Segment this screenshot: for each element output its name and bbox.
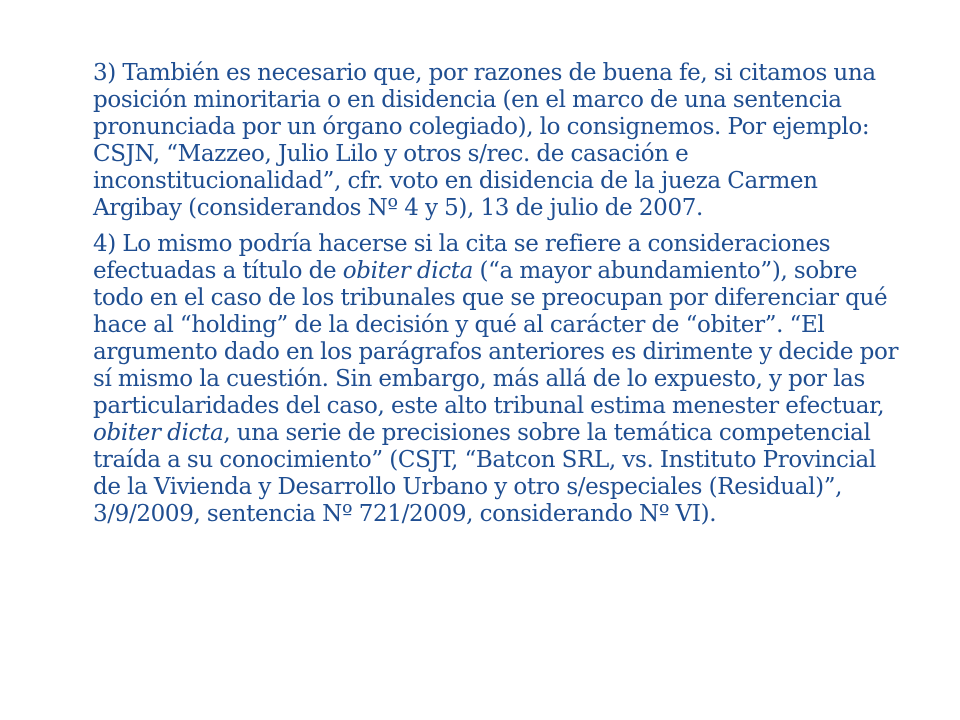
slide-body bbox=[93, 60, 908, 537]
obiter-dicta-term: obiter dicta bbox=[342, 258, 474, 284]
paragraph-3-text: 3) También es necesario que, por razones de buena fe, si citamos una posición minoritaria o en disidencia (en el marco de una sentencia pronunciada por un órgano colegiado), lo consignemos. Por ejemplo: CSJN, “Mazzeo, Julio Lilo y otros s/rec. de casación e inconstitucionalidad”, cfr. voto en disidencia de la jueza Carmen Argibay (considerandos Nº 4 y 5), 13 de julio de 2007. bbox=[93, 60, 876, 221]
paragraph-3 bbox=[93, 60, 908, 222]
paragraph-4-text-part-2: (“a mayor abundamiento”), sobre todo en el caso de los tribunales que se preocupan por diferenciar qué hace al “holding” de la decisión y qué al carácter de “obiter”. “El argumento dado en los parágrafos anteriores es dirimente y decide por sí mismo la cuestión. Sin embargo, más allá de lo expuesto, y por las particularidades del caso, este alto tribunal estima menester efectuar, bbox=[93, 258, 899, 419]
paragraph-4-text-part-1: 4) Lo mismo podría hacerse si la cita se refiere a consideraciones efectuadas a título de bbox=[93, 231, 831, 284]
paragraph-4-text-part-3: , una serie de precisiones sobre la temática competencial traída a su conocimiento” (CSJT, “Batcon SRL, vs. Instituto Provincial de la Vivienda y Desarrollo Urbano y otro s/especiales (Residual)”, 3/9/2009, sentencia Nº 721/2009, considerando Nº VI). bbox=[93, 420, 876, 527]
paragraph-4 bbox=[93, 231, 908, 528]
obiter-dicta-term: obiter dicta bbox=[93, 420, 224, 446]
